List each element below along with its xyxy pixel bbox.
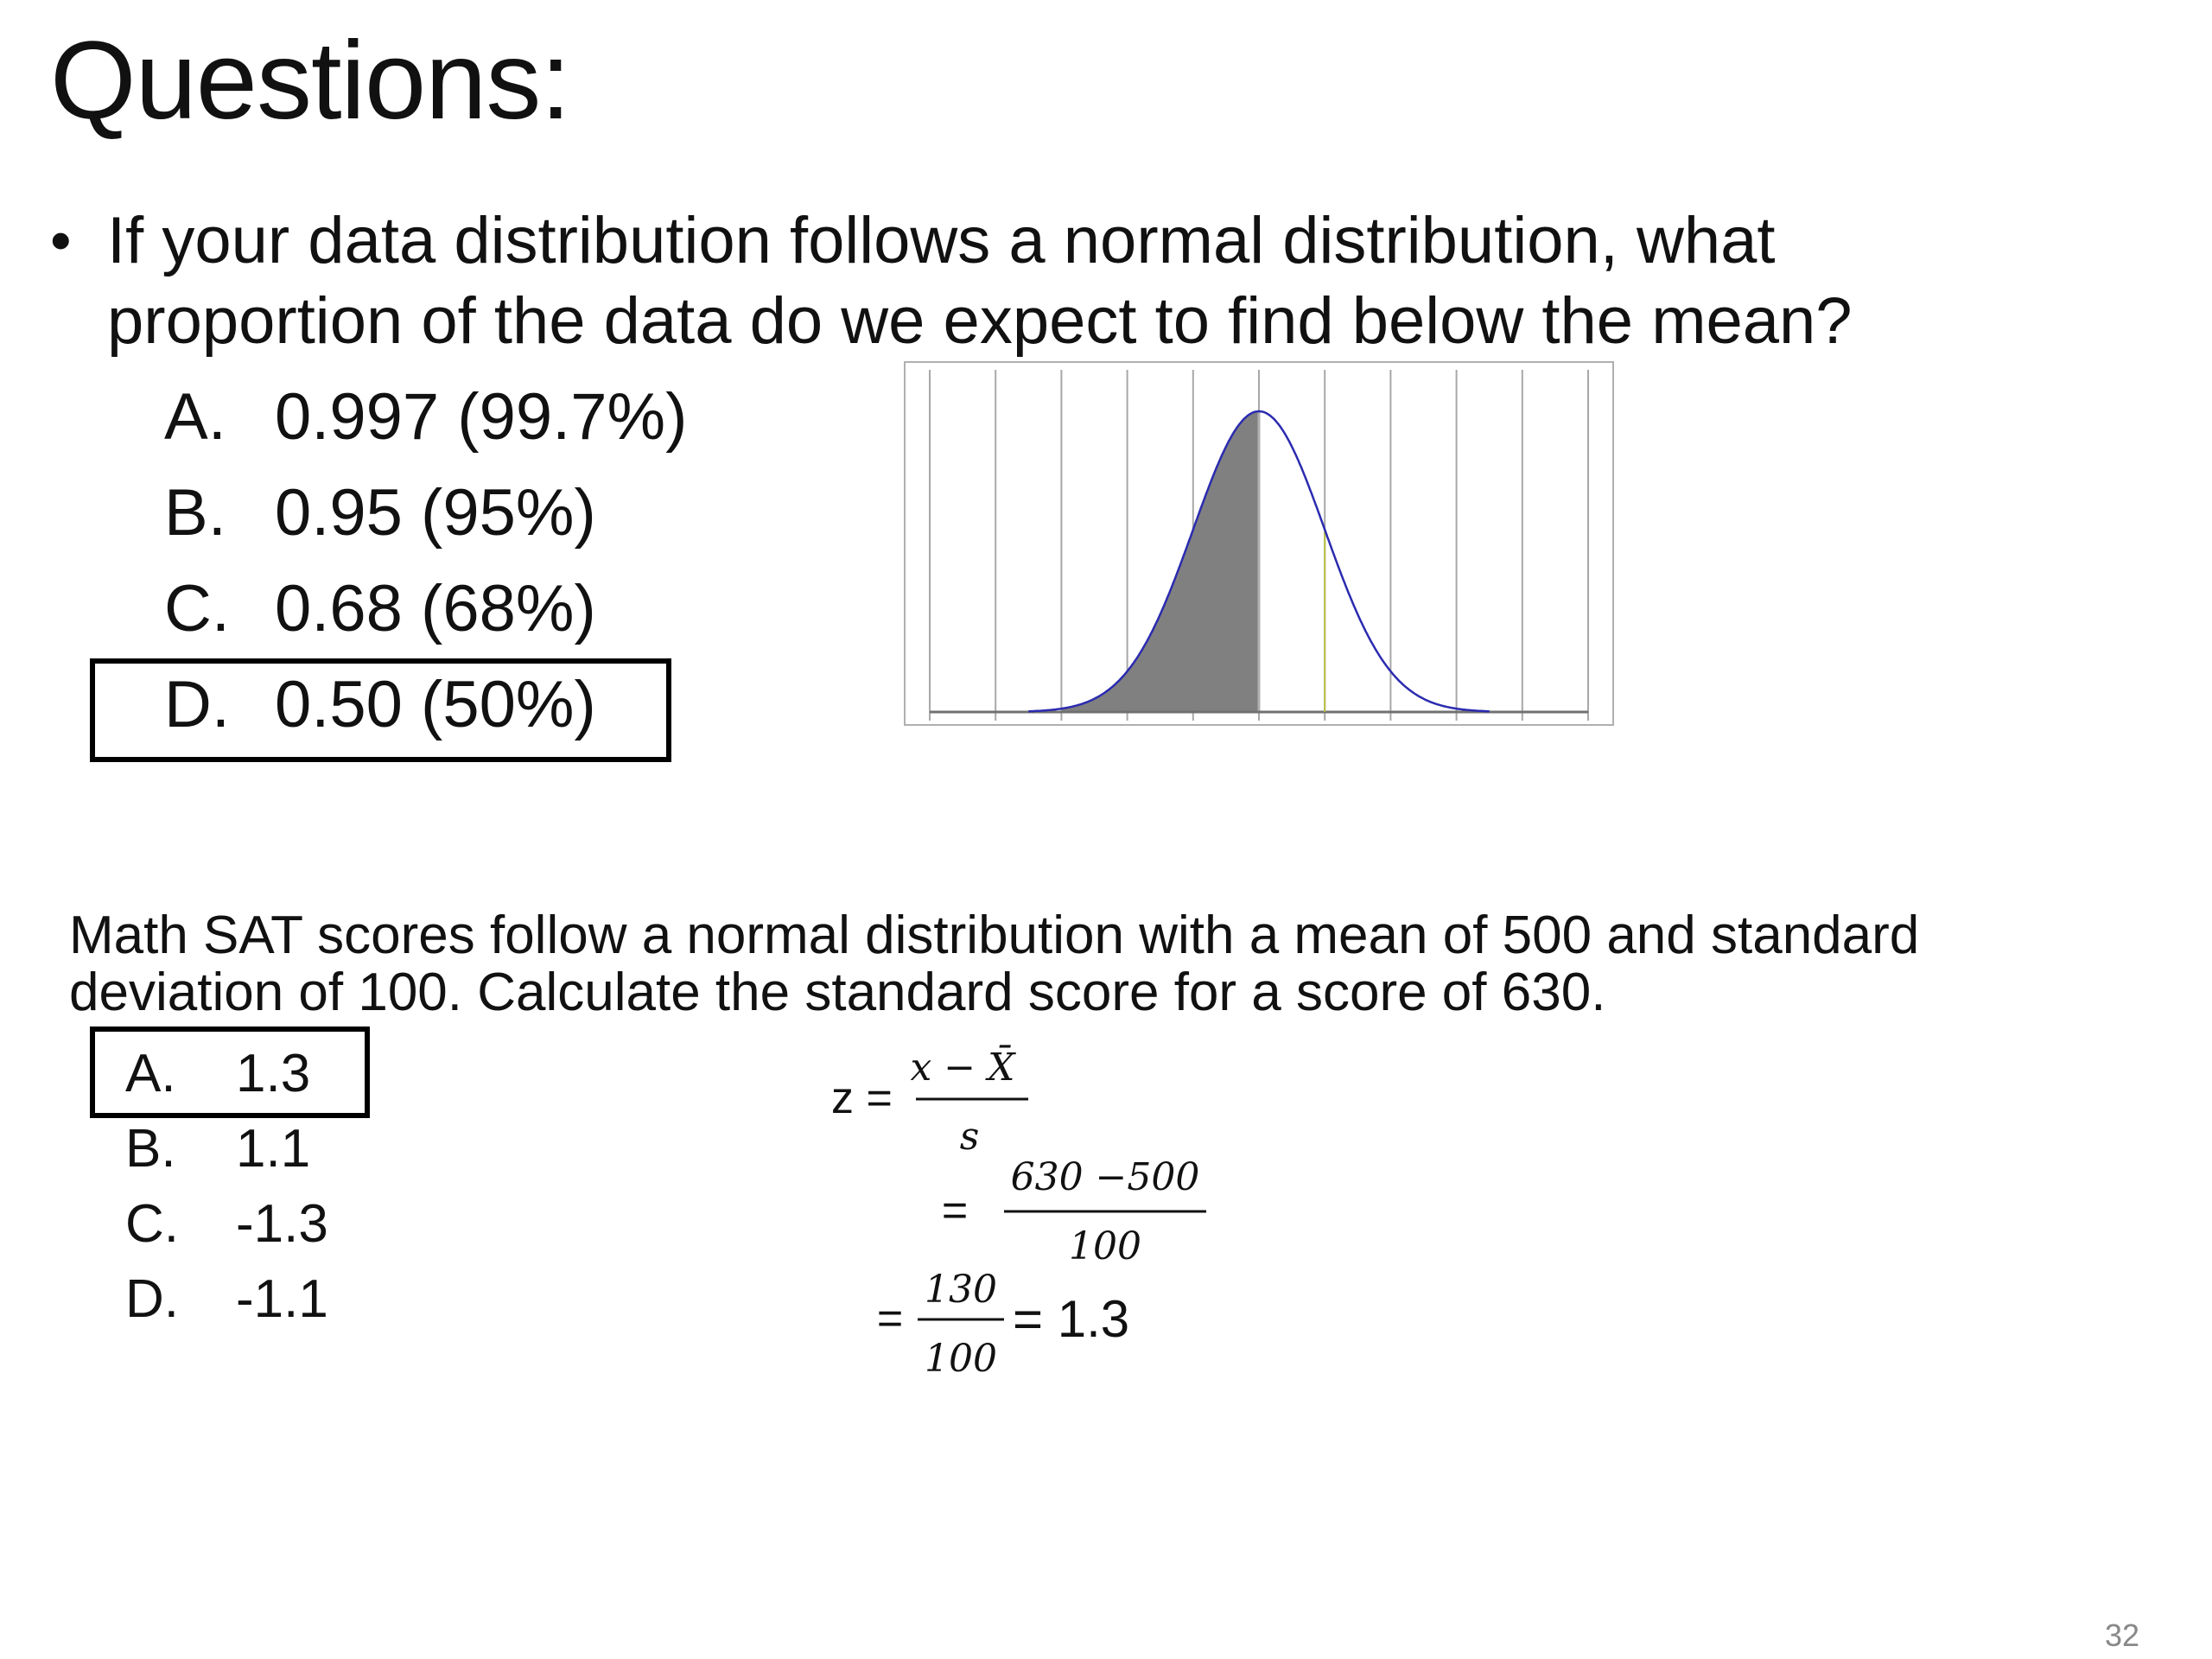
choice-text: 0.95 (95%) [275,476,596,550]
q1-answer-box [90,658,671,762]
q2-answer-box [90,1027,370,1118]
choice-text: 1.3 [236,1044,311,1103]
step2-denominator: 100 [1069,1224,1141,1268]
step3-denominator: 100 [925,1337,997,1381]
question-1-text: If your data distribution follows a normal distribution, what proportion of the data do we expect to find below the mean? [107,204,1853,358]
q1-choice-a[interactable] [164,380,688,454]
choice-text: -1.3 [236,1194,328,1254]
choice-letter: C. [125,1194,179,1254]
z-score-formula [821,1041,1339,1387]
question-2-line-1: Math SAT scores follow a normal distribution with a mean of 500 and standard [69,906,1920,965]
choice-letter: A. [164,380,226,454]
choice-letter: A. [125,1044,176,1103]
shaded-region [1061,411,1259,712]
q2-choice-b[interactable] [125,1119,311,1179]
choice-text: 1.1 [236,1119,311,1179]
equals-sign-3: = [876,1294,904,1344]
choice-letter: D. [125,1269,179,1329]
q2-choice-d[interactable] [125,1269,328,1329]
z-numerator: x − X̄ [910,1046,1015,1090]
equals-sign-2: = [941,1185,969,1236]
choice-letter: B. [125,1119,176,1179]
choice-letter: B. [164,476,226,550]
choice-text: 0.997 (99.7%) [275,380,688,454]
step2-numerator: 630 −500 [1010,1155,1200,1199]
page-number: 32 [2105,1618,2140,1653]
choice-letter: D. [164,668,230,741]
choice-text: 0.50 (50%) [275,668,596,741]
q1-choice-b[interactable] [164,476,596,550]
question-1 [50,200,2037,361]
question-2 [69,907,2143,1021]
q1-choice-c[interactable] [164,572,596,645]
result: = 1.3 [1013,1290,1130,1348]
choice-text: -1.1 [236,1269,328,1329]
choice-text: 0.68 (68%) [275,572,596,645]
q2-choice-c[interactable] [125,1194,328,1254]
step3-numerator: 130 [925,1268,997,1312]
slide-title: Questions: [50,19,570,143]
z-label: z = [831,1073,893,1123]
choice-letter: C. [164,572,230,645]
bullet: • [50,207,72,274]
normal-distribution-chart [904,361,1614,726]
question-2-line-2: deviation of 100. Calculate the standard score for a score of 630. [69,963,1606,1022]
z-denominator: s [959,1115,980,1159]
